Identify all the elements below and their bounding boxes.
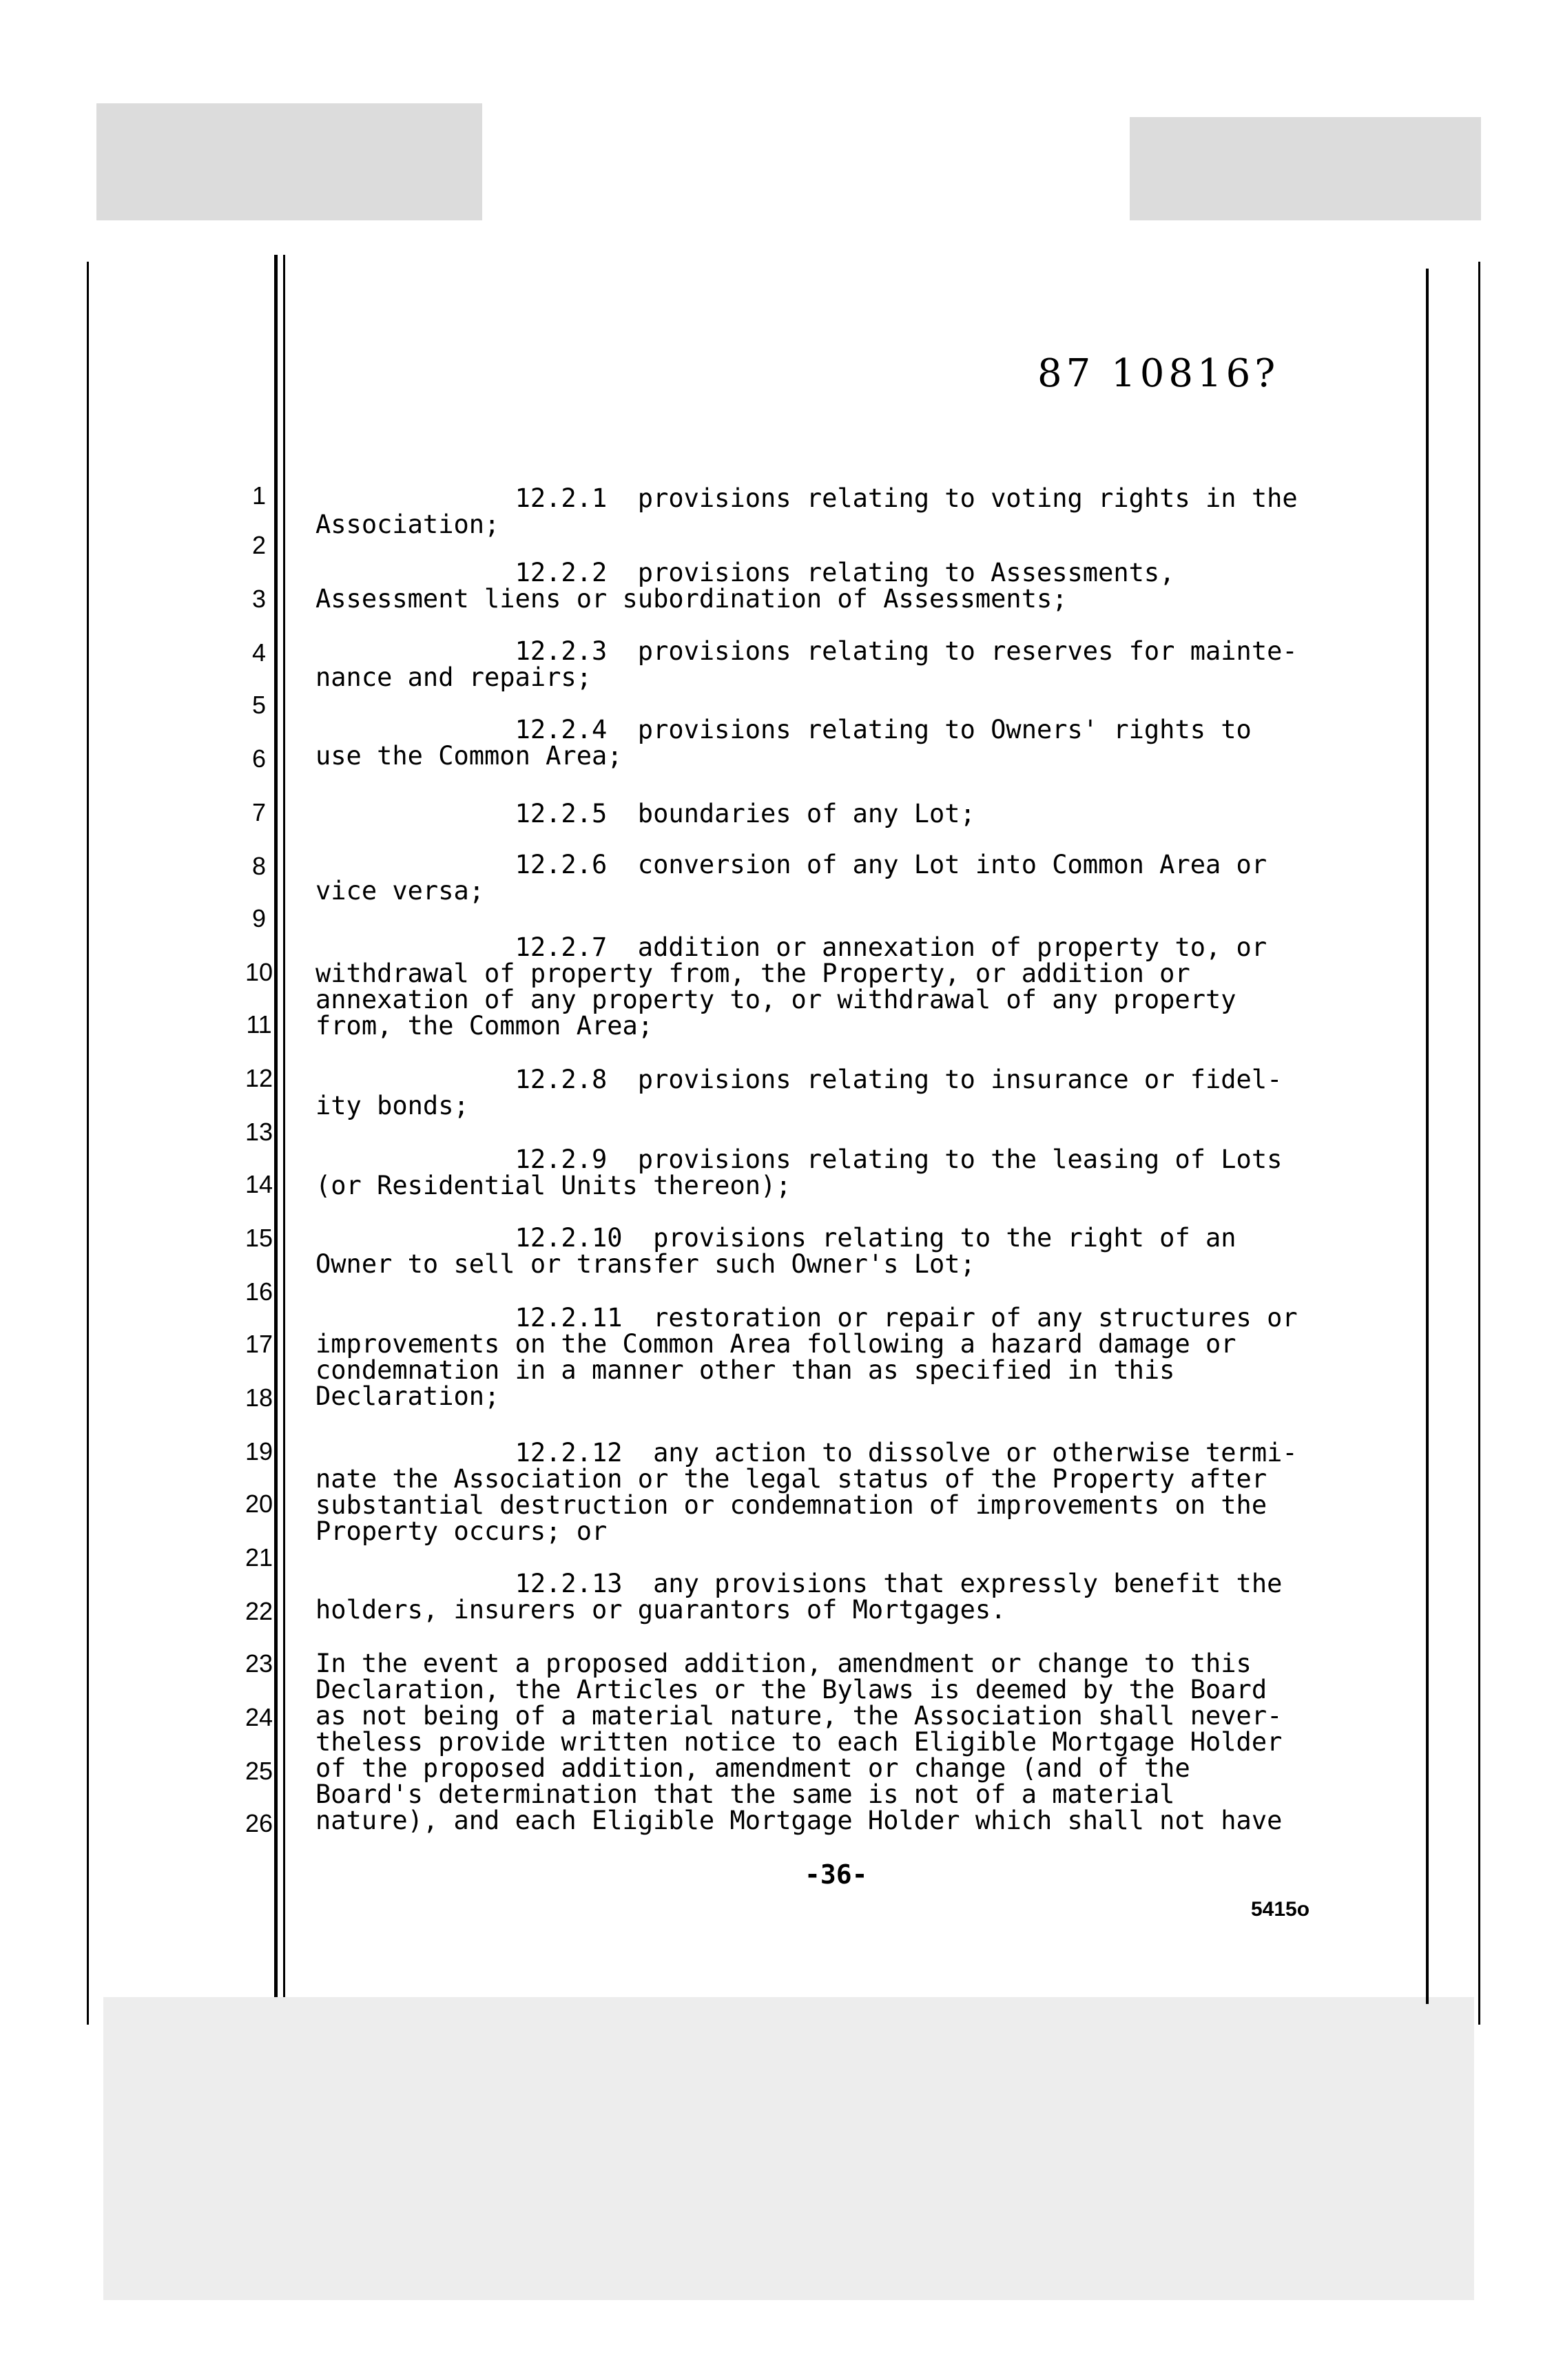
scan-noise-bottom <box>103 1997 1474 2300</box>
item-12-2-13-line-2: holders, insurers or guarantors of Mortgages. <box>315 1595 1006 1625</box>
paragraph-line: theless provide written notice to each Eligible Mortgage Holder <box>315 1727 1283 1757</box>
right-border-rule <box>1426 269 1429 2004</box>
item-12-2-6-line-1: 12.2.6 conversion of any Lot into Common Area or <box>315 850 1267 879</box>
paragraph-line: Declaration, the Articles or the Bylaws is deemed by the Board <box>315 1675 1267 1704</box>
item-12-2-9-line-1: 12.2.9 provisions relating to the leasing of Lots <box>315 1145 1283 1174</box>
scan-noise-top-right <box>1130 117 1481 220</box>
item-12-2-11-line-3: condemnation in a manner other than as specified in this <box>315 1355 1175 1385</box>
item-12-2-6-line-2: vice versa; <box>315 876 485 906</box>
item-12-2-12-line-1: 12.2.12 any action to dissolve or otherwise termi- <box>315 1438 1298 1468</box>
paragraph-line: nature), and each Eligible Mortgage Holder which shall not have <box>315 1806 1283 1835</box>
line-number: 9 <box>251 904 267 932</box>
scan-noise-top-left <box>96 103 482 220</box>
item-12-2-1-line-2: Association; <box>315 510 500 539</box>
left-page-edge <box>87 262 89 2025</box>
item-12-2-7-line-1: 12.2.7 addition or annexation of property to, or <box>315 932 1267 962</box>
item-12-2-2-line-1: 12.2.2 provisions relating to Assessments, <box>315 558 1175 587</box>
item-12-2-7-line-3: annexation of any property to, or withdrawal of any property <box>315 985 1236 1014</box>
item-12-2-10-line-2: Owner to sell or transfer such Owner's Lot; <box>315 1249 975 1279</box>
page-number: -36- <box>805 1859 868 1890</box>
item-12-2-9-line-2: (or Residential Units thereon); <box>315 1171 791 1200</box>
item-12-2-12-line-4: Property occurs; or <box>315 1516 608 1546</box>
line-number: 3 <box>251 585 267 613</box>
paragraph-line: Board's determination that the same is not of a material <box>315 1779 1175 1809</box>
item-12-2-11-line-4: Declaration; <box>315 1381 500 1411</box>
line-number: 23 <box>245 1649 273 1678</box>
item-12-2-12-line-3: substantial destruction or condemnation of improvements on the <box>315 1490 1267 1520</box>
item-12-2-13-line-1: 12.2.13 any provisions that expressly benefit the <box>315 1569 1283 1598</box>
item-12-2-8-line-2: ity bonds; <box>315 1091 469 1120</box>
line-number: 11 <box>246 1010 272 1038</box>
paragraph-line: of the proposed addition, amendment or change (and of the <box>315 1753 1190 1783</box>
item-12-2-1-line-1: 12.2.1 provisions relating to voting rights in the <box>315 483 1298 513</box>
item-12-2-4-line-2: use the Common Area; <box>315 741 623 771</box>
line-number: 26 <box>245 1809 273 1837</box>
line-number: 16 <box>245 1277 273 1306</box>
item-12-2-7-line-2: withdrawal of property from, the Property, or addition or <box>315 959 1190 988</box>
line-number: 13 <box>245 1118 273 1146</box>
item-12-2-12-line-2: nate the Association or the legal status of the Property after <box>315 1464 1267 1494</box>
line-number: 15 <box>245 1224 273 1252</box>
item-12-2-11-line-1: 12.2.11 restoration or repair of any structures or <box>315 1303 1298 1333</box>
item-12-2-3-line-1: 12.2.3 provisions relating to reserves for mainte- <box>315 636 1298 666</box>
line-number: 20 <box>245 1490 273 1518</box>
line-number: 7 <box>251 798 267 826</box>
line-number: 2 <box>251 531 267 559</box>
line-number: 21 <box>245 1543 273 1572</box>
paragraph-line: as not being of a material nature, the Association shall never- <box>315 1701 1283 1731</box>
item-12-2-10-line-1: 12.2.10 provisions relating to the right of an <box>315 1223 1236 1253</box>
item-12-2-2-line-2: Assessment liens or subordination of Assessments; <box>315 584 1068 614</box>
line-number: 6 <box>251 744 267 773</box>
line-number: 22 <box>245 1597 273 1625</box>
line-number: 1 <box>251 481 267 510</box>
paragraph-line: In the event a proposed addition, amendment or change to this <box>315 1649 1252 1678</box>
line-number: 5 <box>251 691 267 719</box>
item-12-2-4-line-1: 12.2.4 provisions relating to Owners' rights to <box>315 715 1252 744</box>
document-number: 87 10816? <box>1037 351 1280 396</box>
line-number: 8 <box>251 852 267 880</box>
line-number: 17 <box>245 1330 273 1358</box>
item-12-2-5-line-1: 12.2.5 boundaries of any Lot; <box>315 799 975 828</box>
left-margin-rule-inner <box>283 255 285 1997</box>
item-12-2-3-line-2: nance and repairs; <box>315 662 592 692</box>
line-number: 18 <box>245 1384 273 1412</box>
line-number: 25 <box>245 1757 273 1785</box>
item-12-2-7-line-4: from, the Common Area; <box>315 1011 654 1041</box>
right-page-edge <box>1478 262 1480 2025</box>
line-number: 4 <box>251 638 267 667</box>
line-number: 24 <box>245 1703 273 1731</box>
document-code: 5415o <box>1251 1898 1310 1921</box>
line-number: 10 <box>245 958 273 986</box>
line-number: 14 <box>245 1170 273 1198</box>
item-12-2-8-line-1: 12.2.8 provisions relating to insurance or fidel- <box>315 1065 1283 1094</box>
line-number: 19 <box>245 1437 273 1465</box>
item-12-2-11-line-2: improvements on the Common Area following a hazard damage or <box>315 1329 1236 1359</box>
line-number: 12 <box>245 1064 273 1092</box>
